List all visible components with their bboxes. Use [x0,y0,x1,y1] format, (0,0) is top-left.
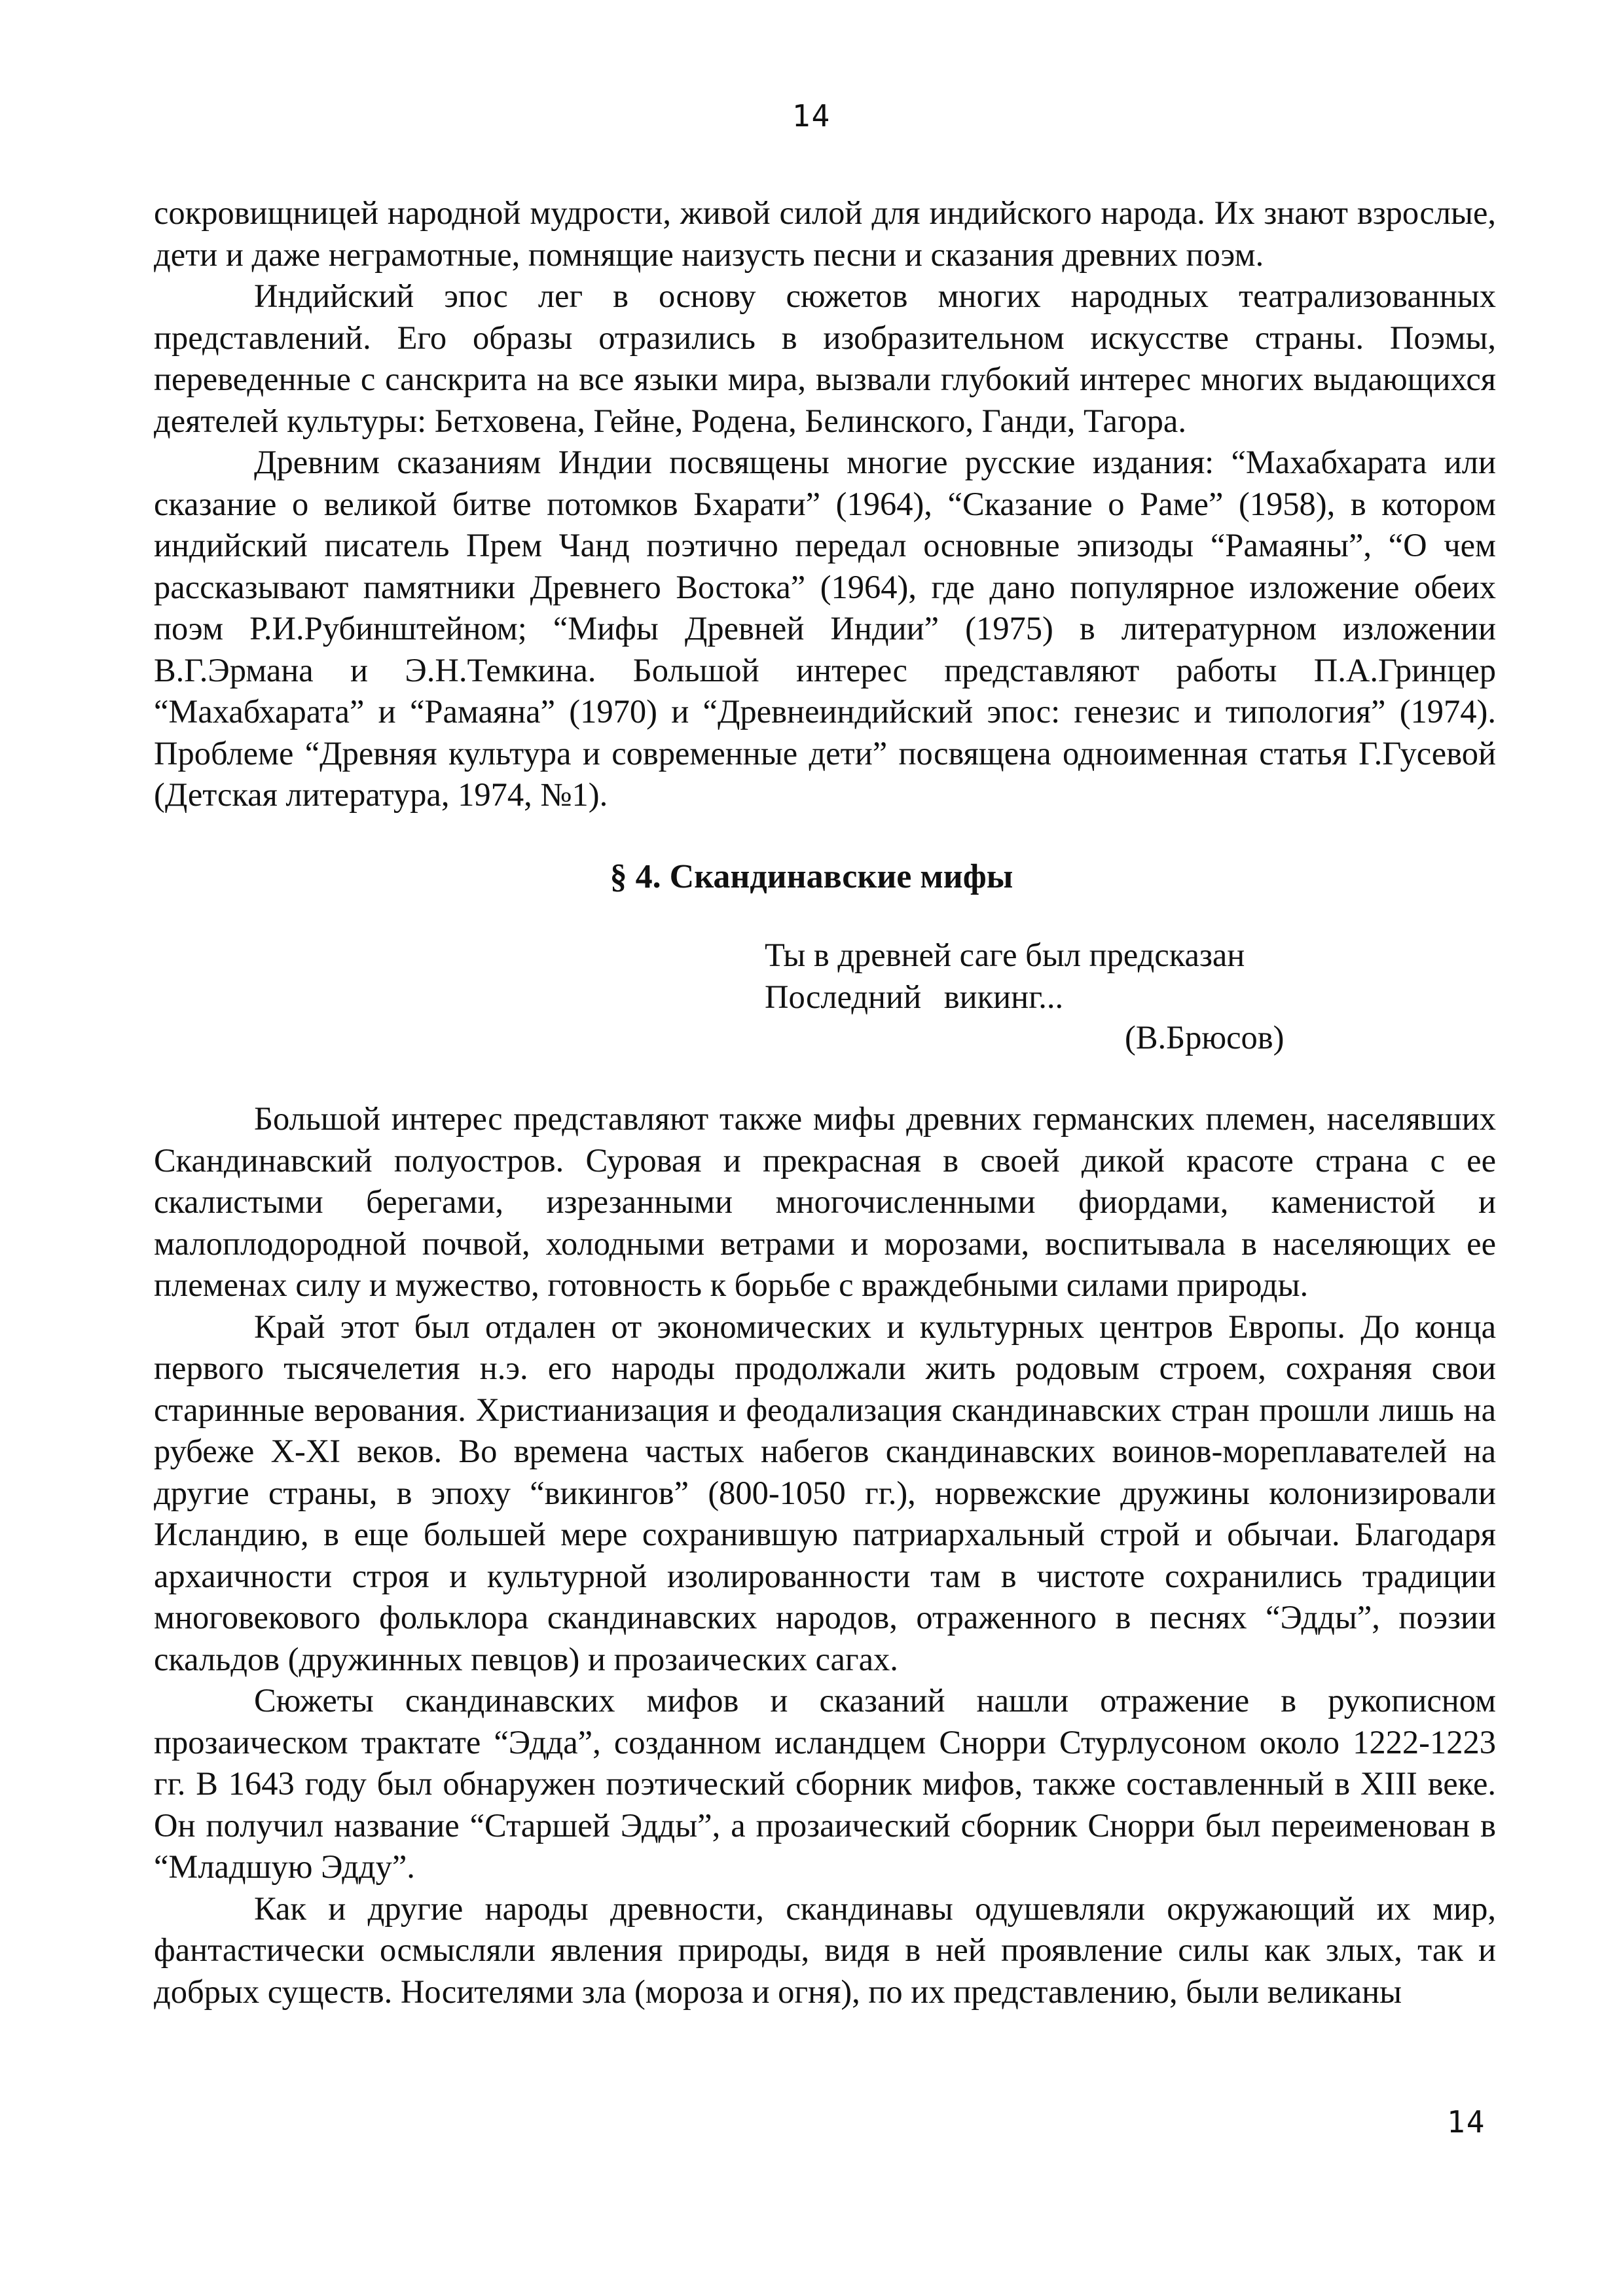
epigraph-line: Ты в древней саге был предсказан [765,937,1245,973]
paragraph: сокровищницей народной мудрости, живой силой для индийского народа. Их знают взрослые, дети и даже неграмотные, помнящие наизусть песни и сказания древних поэм. [154,194,1496,273]
paragraph: Большой интерес представляют также мифы древних германских племен, населявших Скандинавский полуостров. Суровая и прекрасная в своей дикой красоте страна с ее скалистыми берегами, изрезанными многочисленными фиордами, каменистой и малоплодородной почвой, холодными ветрами и морозами, воспитывала в населяющих ее племенах силу и мужество, готовность к борьбе с враждебными силами природы. [154,1100,1496,1303]
page-number-bottom: 14 [1447,2104,1486,2140]
epigraph-line: Последний викинг... [765,978,1064,1015]
text-block-top [154,192,1496,816]
paragraph: Край этот был отдален от экономических и культурных центров Европы. До конца первого тысячелетия н.э. его народы продолжали жить родовым строем, сохраняя свои старинные верования. Христианизация и феодализация скандинавских стран прошли лишь на рубеже X-XI веков. Во времена частых набегов скандинавских воинов-мореплавателей на другие страны, в эпоху “викингов” (800-1050 гг.), норвежские дружины колонизировали Исландию, в еще большей мере сохранившую патриархальный строй и обычаи. Благодаря архаичности строя и культурной изолированности там в чистоте сохранились традиции многовекового фольклора скандинавских народов, отраженного в песнях “Эдды”, поэзии скальдов (дружинных певцов) и прозаических сагах. [154,1308,1496,1677]
paragraph: Индийский эпос лег в основу сюжетов многих народных театрализованных представлений. Его образы отразились в изобразительном искусстве страны. Поэмы, переведенные с санскрита на все языки мира, вызвали глубокий интерес многих выдающихся деятелей культуры: Бетховена, Гейне, Родена, Белинского, Ганди, Тагора. [154,278,1496,439]
text-block-bottom [154,1098,1496,2013]
paragraph: Сюжеты скандинавских мифов и сказаний нашли отражение в рукописном прозаическом трактате “Эдда”, созданном исландцем Снорри Стурлусоном около 1222-1223 гг. В 1643 году был обнаружен поэтический сборник мифов, также составленный в XIII веке. Он получил название “Старшей Эдды”, а прозаический сборник Снорри был переименован в “Младшую Эдду”. [154,1682,1496,1885]
epigraph-author: (В.Брюсов) [1125,1019,1285,1056]
section-heading: § 4. Скандинавские мифы [610,858,1013,895]
page-number-top: 14 [792,98,831,134]
paragraph: Древним сказаниям Индии посвящены многие русские издания: “Махабхарата или сказание о великой битве потомков Бхарати” (1964), “Сказание о Раме” (1958), в котором индийский писатель Прем Чанд поэтично передал основные эпизоды “Рамаяны”, “О чем рассказывают памятники Древнего Востока” (1964), где дано популярное изложение обеих поэм Р.И.Рубинштейном; “Мифы Древней Индии” (1975) в литературном изложении В.Г.Эрмана и Э.Н.Темкина. Большой интерес представляют работы П.А.Гринцер “Махабхарата” и “Рамаяна” (1970) и “Древнеиндийский эпос: генезис и типология” (1974). Проблеме “Древняя культура и современные дети” посвящена одноименная статья Г.Гусевой (Детская литература, 1974, №1). [154,444,1496,813]
epigraph [765,935,1245,1018]
paragraph: Как и другие народы древности, скандинавы одушевляли окружающий их мир, фантастически осмысляли явления природы, видя в ней проявление силы как злых, так и добрых существ. Носителями зла (мороза и огня), по их представлению, были великаны [154,1890,1496,2010]
